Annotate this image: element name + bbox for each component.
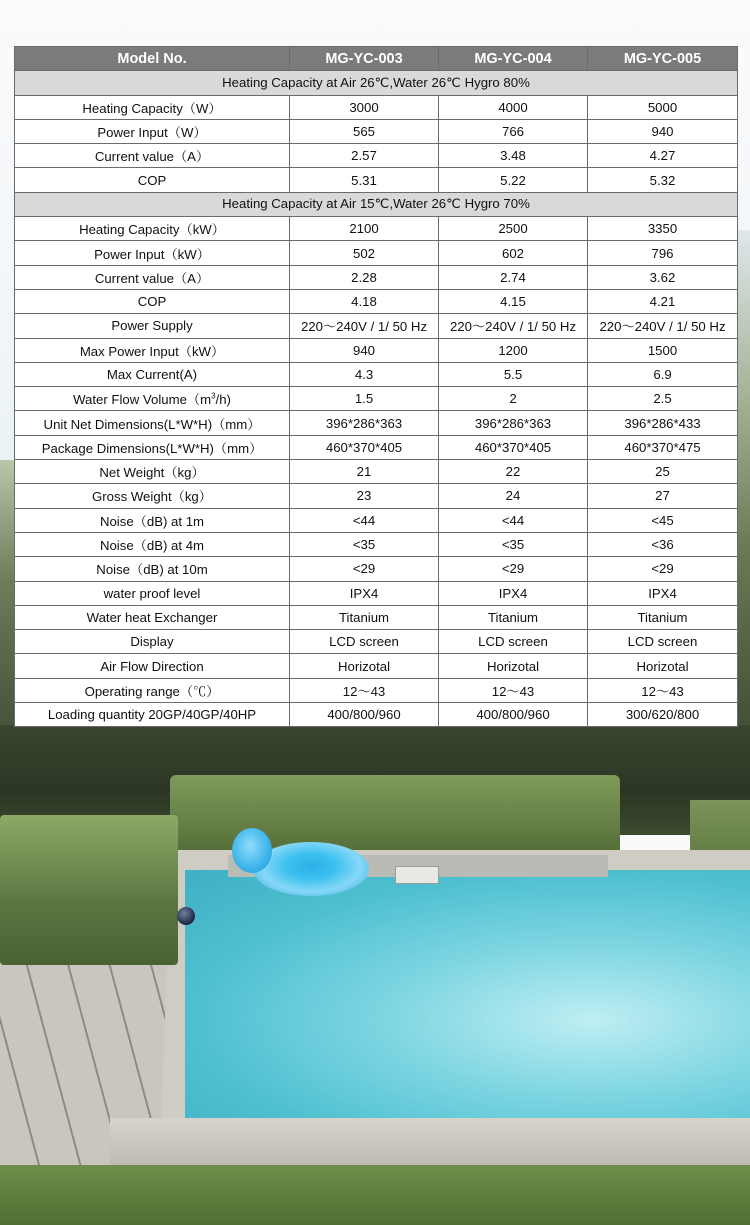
cell-value: 3000: [290, 95, 439, 119]
row-label: Noise（dB) at 4m: [15, 532, 290, 556]
cell-value: 12～43: [439, 678, 588, 702]
row-label: Package Dimensions(L*W*H)（mm）: [15, 435, 290, 459]
cell-value: 12～43: [588, 678, 738, 702]
cell-value: 3350: [588, 217, 738, 241]
pool-skimmer: [395, 866, 439, 884]
cell-value: Horizotal: [439, 654, 588, 678]
cell-value: <35: [290, 532, 439, 556]
cell-value: 300/620/800: [588, 703, 738, 727]
table-body: [15, 71, 738, 727]
row-label: Current value（A）: [15, 265, 290, 289]
cell-value: 22: [439, 460, 588, 484]
cell-value: 21: [290, 460, 439, 484]
header-model-003: MG-YC-003: [290, 47, 439, 71]
cell-value: 12～43: [290, 678, 439, 702]
cell-value: 565: [290, 119, 439, 143]
cell-value: 2500: [439, 217, 588, 241]
cell-value: 1200: [439, 338, 588, 362]
table-row: [15, 144, 738, 168]
row-label: Power Input（kW）: [15, 241, 290, 265]
cell-value: 5.32: [588, 168, 738, 192]
spec-table: [14, 46, 738, 727]
section-title: Heating Capacity at Air 26℃,Water 26℃ Hygro 80%: [15, 71, 738, 95]
cell-value: 2.28: [290, 265, 439, 289]
table-row: [15, 119, 738, 143]
cell-value: 940: [290, 338, 439, 362]
table-row: [15, 678, 738, 702]
table-row: [15, 435, 738, 459]
hedge-left: [0, 815, 178, 965]
cell-value: 940: [588, 119, 738, 143]
cell-value: 220～240V / 1/ 50 Hz: [439, 314, 588, 338]
row-label: Noise（dB) at 1m: [15, 508, 290, 532]
cell-value: Titanium: [439, 605, 588, 629]
cell-value: 460*370*405: [290, 435, 439, 459]
cell-value: Titanium: [588, 605, 738, 629]
row-label-superscript: 3: [211, 391, 216, 401]
cell-value: 4.3: [290, 362, 439, 386]
cell-value: 5.31: [290, 168, 439, 192]
cell-value: 796: [588, 241, 738, 265]
row-label: Max Current(A): [15, 362, 290, 386]
row-label: [15, 387, 290, 411]
row-label: Noise（dB) at 10m: [15, 557, 290, 581]
cell-value: 5000: [588, 95, 738, 119]
table-row: [15, 605, 738, 629]
header-model-no: Model No.: [15, 47, 290, 71]
table-row: [15, 265, 738, 289]
cell-value: 602: [439, 241, 588, 265]
cell-value: 5.22: [439, 168, 588, 192]
pool-front-edge: [110, 1118, 750, 1168]
cell-value: <29: [588, 557, 738, 581]
row-label: Gross Weight（kg）: [15, 484, 290, 508]
cell-value: 2: [439, 387, 588, 411]
cell-value: IPX4: [439, 581, 588, 605]
cell-value: 4.27: [588, 144, 738, 168]
row-label: Power Supply: [15, 314, 290, 338]
cell-value: 1500: [588, 338, 738, 362]
table-row: [15, 338, 738, 362]
row-label-prefix: Water Flow Volume（m: [73, 392, 212, 408]
table-header-row: [15, 47, 738, 71]
cell-value: 766: [439, 119, 588, 143]
row-label: Heating Capacity（kW）: [15, 217, 290, 241]
cell-value: 396*286*363: [439, 411, 588, 435]
cell-value: 27: [588, 484, 738, 508]
cell-value: <36: [588, 532, 738, 556]
cell-value: <35: [439, 532, 588, 556]
cell-value: 2100: [290, 217, 439, 241]
table-row: [15, 460, 738, 484]
cell-value: IPX4: [588, 581, 738, 605]
table-row: [15, 630, 738, 654]
table-row: [15, 703, 738, 727]
cell-value: 4.21: [588, 289, 738, 313]
row-label: Net Weight（kg）: [15, 460, 290, 484]
table-row: [15, 362, 738, 386]
row-label: Operating range（℃）: [15, 678, 290, 702]
section-row: [15, 192, 738, 216]
table-row: [15, 289, 738, 313]
grass: [0, 1165, 750, 1225]
row-label: Heating Capacity（W）: [15, 95, 290, 119]
cell-value: <44: [290, 508, 439, 532]
cell-value: 502: [290, 241, 439, 265]
cell-value: IPX4: [290, 581, 439, 605]
cell-value: 460*370*405: [439, 435, 588, 459]
cell-value: 3.62: [588, 265, 738, 289]
section-title: Heating Capacity at Air 15℃,Water 26℃ Hygro 70%: [15, 192, 738, 216]
header-model-005: MG-YC-005: [588, 47, 738, 71]
pool-water: [185, 870, 750, 1120]
row-label-suffix: /h): [215, 392, 231, 408]
cell-value: 5.5: [439, 362, 588, 386]
ball: [177, 907, 195, 925]
table-row: [15, 581, 738, 605]
section-row: [15, 71, 738, 95]
header-model-004: MG-YC-004: [439, 47, 588, 71]
cell-value: 24: [439, 484, 588, 508]
cell-value: 2.5: [588, 387, 738, 411]
row-label: Power Input（W）: [15, 119, 290, 143]
row-label: Current value（A）: [15, 144, 290, 168]
table-row: [15, 411, 738, 435]
cell-value: 23: [290, 484, 439, 508]
cell-value: 1.5: [290, 387, 439, 411]
cell-value: <44: [439, 508, 588, 532]
row-label: COP: [15, 168, 290, 192]
cell-value: 400/800/960: [290, 703, 439, 727]
row-label: Air Flow Direction: [15, 654, 290, 678]
cell-value: 4.15: [439, 289, 588, 313]
cell-value: 4000: [439, 95, 588, 119]
cell-value: 220～240V / 1/ 50 Hz: [588, 314, 738, 338]
cell-value: 3.48: [439, 144, 588, 168]
cell-value: 6.9: [588, 362, 738, 386]
table-row: [15, 95, 738, 119]
cell-value: <45: [588, 508, 738, 532]
table-row: [15, 654, 738, 678]
row-label: water proof level: [15, 581, 290, 605]
cell-value: <29: [290, 557, 439, 581]
cell-value: 4.18: [290, 289, 439, 313]
row-label: Unit Net Dimensions(L*W*H)（mm）: [15, 411, 290, 435]
cell-value: 2.74: [439, 265, 588, 289]
cell-value: 400/800/960: [439, 703, 588, 727]
cell-value: Horizotal: [588, 654, 738, 678]
row-label: Max Power Input（kW）: [15, 338, 290, 362]
cell-value: 396*286*363: [290, 411, 439, 435]
table-row: [15, 387, 738, 411]
cell-value: 25: [588, 460, 738, 484]
row-label: Loading quantity 20GP/40GP/40HP: [15, 703, 290, 727]
row-label: Water heat Exchanger: [15, 605, 290, 629]
cell-value: LCD screen: [588, 630, 738, 654]
cell-value: LCD screen: [439, 630, 588, 654]
cell-value: LCD screen: [290, 630, 439, 654]
cell-value: 2.57: [290, 144, 439, 168]
table-row: [15, 241, 738, 265]
table-row: [15, 168, 738, 192]
cell-value: 396*286*433: [588, 411, 738, 435]
table-row: [15, 314, 738, 338]
table-row: [15, 484, 738, 508]
cell-value: Titanium: [290, 605, 439, 629]
row-label: COP: [15, 289, 290, 313]
cell-value: 220～240V / 1/ 50 Hz: [290, 314, 439, 338]
table-row: [15, 508, 738, 532]
table-row: [15, 217, 738, 241]
cell-value: Horizotal: [290, 654, 439, 678]
table-row: [15, 557, 738, 581]
inflatable-ring-head: [232, 828, 272, 873]
row-label: Display: [15, 630, 290, 654]
table-row: [15, 532, 738, 556]
cell-value: <29: [439, 557, 588, 581]
cell-value: 460*370*475: [588, 435, 738, 459]
